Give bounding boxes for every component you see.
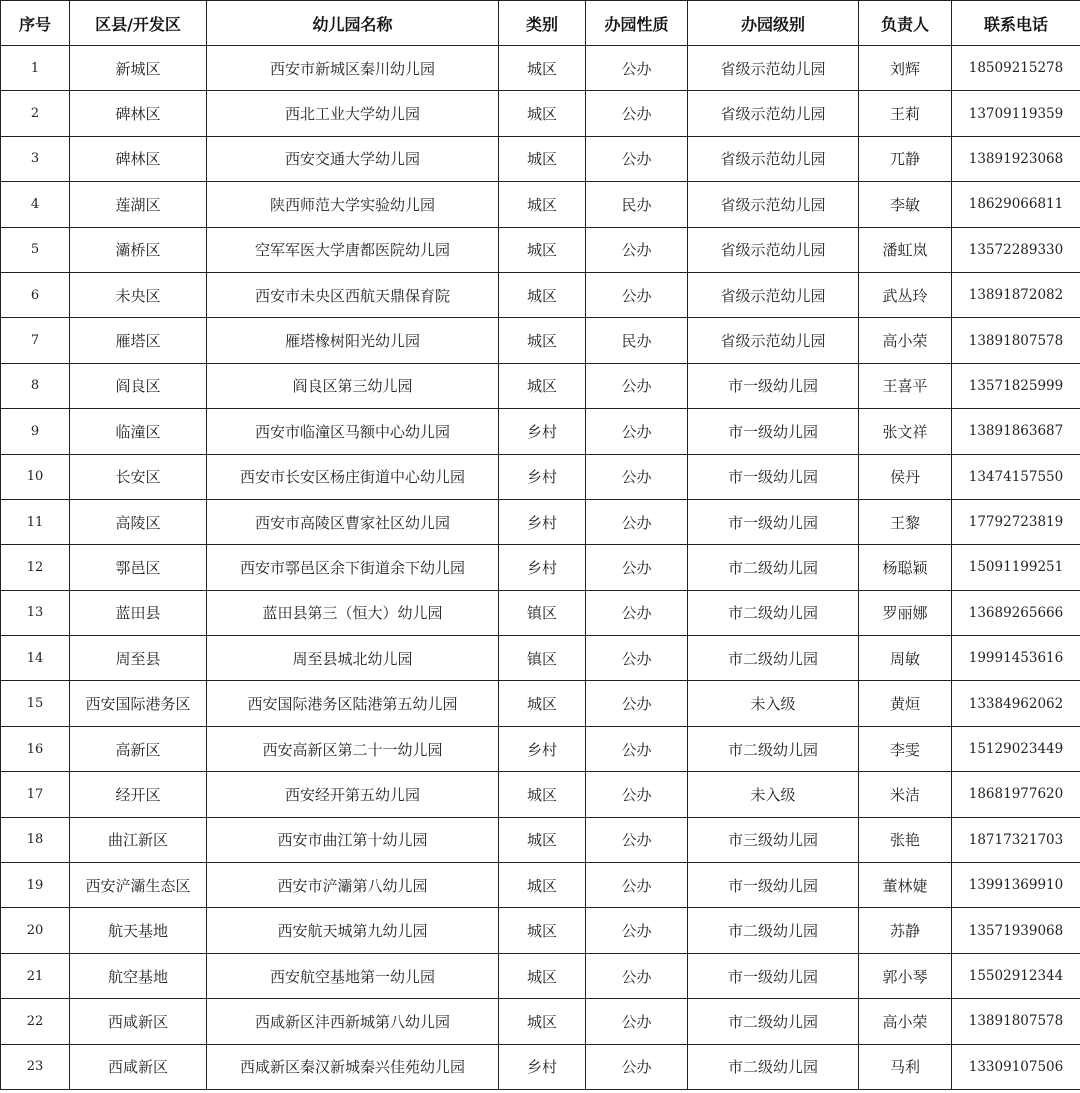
cell-phone: 18629066811: [952, 182, 1080, 227]
table-row: [1, 363, 1080, 408]
cell-principal: 杨聪颖: [859, 545, 952, 590]
cell-index: 22: [1, 999, 70, 1044]
cell-district: 碑林区: [70, 91, 207, 136]
cell-principal: 周敏: [859, 636, 952, 681]
cell-ownership: 公办: [586, 227, 688, 272]
table-row: [1, 908, 1080, 953]
cell-principal: 王黎: [859, 499, 952, 544]
cell-district: 临潼区: [70, 409, 207, 454]
header-ownership: 办园性质: [586, 1, 688, 46]
cell-index: 8: [1, 363, 70, 408]
cell-district: 航空基地: [70, 953, 207, 998]
cell-index: 21: [1, 953, 70, 998]
cell-index: 9: [1, 409, 70, 454]
cell-category: 城区: [499, 953, 586, 998]
cell-district: 灞桥区: [70, 227, 207, 272]
cell-ownership: 公办: [586, 409, 688, 454]
cell-principal: 苏静: [859, 908, 952, 953]
cell-phone: 13571939068: [952, 908, 1080, 953]
cell-kindergarten-name: 西安航天城第九幼儿园: [207, 908, 499, 953]
cell-category: 乡村: [499, 545, 586, 590]
cell-kindergarten-name: 西安市新城区秦川幼儿园: [207, 46, 499, 91]
cell-ownership: 公办: [586, 772, 688, 817]
cell-level: 市二级幼儿园: [688, 908, 859, 953]
cell-kindergarten-name: 西安市鄠邑区余下街道余下幼儿园: [207, 545, 499, 590]
cell-level: 市一级幼儿园: [688, 363, 859, 408]
cell-level: 市二级幼儿园: [688, 590, 859, 635]
cell-principal: 王莉: [859, 91, 952, 136]
table-row: [1, 636, 1080, 681]
cell-index: 16: [1, 726, 70, 771]
cell-principal: 李敏: [859, 182, 952, 227]
table-row: [1, 182, 1080, 227]
cell-index: 7: [1, 318, 70, 363]
cell-phone: 13891807578: [952, 318, 1080, 363]
cell-phone: 15129023449: [952, 726, 1080, 771]
header-category: 类别: [499, 1, 586, 46]
table-row: [1, 863, 1080, 908]
cell-ownership: 公办: [586, 91, 688, 136]
cell-category: 城区: [499, 999, 586, 1044]
cell-district: 蓝田县: [70, 590, 207, 635]
header-district: 区县/开发区: [70, 1, 207, 46]
cell-phone: 13689265666: [952, 590, 1080, 635]
cell-category: 城区: [499, 91, 586, 136]
cell-index: 19: [1, 863, 70, 908]
cell-district: 周至县: [70, 636, 207, 681]
cell-index: 6: [1, 272, 70, 317]
cell-index: 15: [1, 681, 70, 726]
cell-kindergarten-name: 西安市高陵区曹家社区幼儿园: [207, 499, 499, 544]
cell-district: 雁塔区: [70, 318, 207, 363]
cell-kindergarten-name: 蓝田县第三（恒大）幼儿园: [207, 590, 499, 635]
cell-district: 经开区: [70, 772, 207, 817]
cell-district: 鄠邑区: [70, 545, 207, 590]
cell-ownership: 公办: [586, 908, 688, 953]
cell-district: 高新区: [70, 726, 207, 771]
cell-level: 省级示范幼儿园: [688, 136, 859, 181]
cell-ownership: 公办: [586, 817, 688, 862]
cell-index: 13: [1, 590, 70, 635]
cell-category: 城区: [499, 318, 586, 363]
cell-ownership: 公办: [586, 136, 688, 181]
cell-principal: 董林婕: [859, 863, 952, 908]
cell-district: 西安浐灞生态区: [70, 863, 207, 908]
cell-kindergarten-name: 西安市长安区杨庄街道中心幼儿园: [207, 454, 499, 499]
table-row: [1, 681, 1080, 726]
cell-level: 市一级幼儿园: [688, 863, 859, 908]
cell-principal: 王喜平: [859, 363, 952, 408]
cell-index: 5: [1, 227, 70, 272]
cell-level: 市一级幼儿园: [688, 953, 859, 998]
cell-principal: 郭小琴: [859, 953, 952, 998]
table-row: [1, 953, 1080, 998]
cell-phone: 18509215278: [952, 46, 1080, 91]
cell-ownership: 公办: [586, 863, 688, 908]
cell-phone: 15091199251: [952, 545, 1080, 590]
cell-category: 城区: [499, 272, 586, 317]
cell-category: 镇区: [499, 590, 586, 635]
cell-district: 莲湖区: [70, 182, 207, 227]
table-row: [1, 409, 1080, 454]
cell-index: 12: [1, 545, 70, 590]
cell-ownership: 公办: [586, 454, 688, 499]
cell-category: 城区: [499, 863, 586, 908]
cell-phone: 18717321703: [952, 817, 1080, 862]
cell-phone: 13891923068: [952, 136, 1080, 181]
cell-category: 乡村: [499, 499, 586, 544]
cell-index: 18: [1, 817, 70, 862]
cell-index: 17: [1, 772, 70, 817]
cell-principal: 张文祥: [859, 409, 952, 454]
cell-kindergarten-name: 空军军医大学唐都医院幼儿园: [207, 227, 499, 272]
cell-ownership: 公办: [586, 681, 688, 726]
table-row: [1, 772, 1080, 817]
cell-phone: 13891872082: [952, 272, 1080, 317]
cell-level: 未入级: [688, 681, 859, 726]
header-principal: 负责人: [859, 1, 952, 46]
cell-level: 省级示范幼儿园: [688, 272, 859, 317]
cell-district: 航天基地: [70, 908, 207, 953]
cell-category: 乡村: [499, 726, 586, 771]
cell-ownership: 公办: [586, 636, 688, 681]
cell-kindergarten-name: 西安国际港务区陆港第五幼儿园: [207, 681, 499, 726]
cell-phone: 13991369910: [952, 863, 1080, 908]
cell-district: 新城区: [70, 46, 207, 91]
cell-level: 市二级幼儿园: [688, 999, 859, 1044]
cell-category: 城区: [499, 908, 586, 953]
table-row: [1, 46, 1080, 91]
cell-principal: 高小荣: [859, 999, 952, 1044]
cell-phone: 18681977620: [952, 772, 1080, 817]
cell-level: 未入级: [688, 772, 859, 817]
header-level: 办园级别: [688, 1, 859, 46]
cell-principal: 罗丽娜: [859, 590, 952, 635]
cell-level: 省级示范幼儿园: [688, 46, 859, 91]
cell-index: 4: [1, 182, 70, 227]
cell-level: 省级示范幼儿园: [688, 318, 859, 363]
cell-category: 城区: [499, 772, 586, 817]
cell-level: 省级示范幼儿园: [688, 182, 859, 227]
cell-category: 城区: [499, 817, 586, 862]
cell-principal: 侯丹: [859, 454, 952, 499]
cell-kindergarten-name: 西安市未央区西航天鼎保育院: [207, 272, 499, 317]
cell-category: 城区: [499, 363, 586, 408]
cell-ownership: 民办: [586, 182, 688, 227]
cell-principal: 米洁: [859, 772, 952, 817]
cell-index: 2: [1, 91, 70, 136]
cell-level: 市二级幼儿园: [688, 1044, 859, 1089]
cell-district: 曲江新区: [70, 817, 207, 862]
cell-phone: 15502912344: [952, 953, 1080, 998]
cell-phone: 13572289330: [952, 227, 1080, 272]
table-row: [1, 999, 1080, 1044]
cell-phone: 13891863687: [952, 409, 1080, 454]
cell-ownership: 公办: [586, 46, 688, 91]
cell-principal: 刘辉: [859, 46, 952, 91]
cell-category: 乡村: [499, 1044, 586, 1089]
cell-kindergarten-name: 陕西师范大学实验幼儿园: [207, 182, 499, 227]
cell-principal: 黄烜: [859, 681, 952, 726]
table-row: [1, 318, 1080, 363]
cell-level: 市二级幼儿园: [688, 636, 859, 681]
cell-index: 1: [1, 46, 70, 91]
cell-principal: 马利: [859, 1044, 952, 1089]
header-phone: 联系电话: [952, 1, 1080, 46]
cell-ownership: 公办: [586, 545, 688, 590]
cell-level: 省级示范幼儿园: [688, 227, 859, 272]
cell-principal: 高小荣: [859, 318, 952, 363]
cell-principal: 兀静: [859, 136, 952, 181]
cell-ownership: 公办: [586, 499, 688, 544]
cell-category: 镇区: [499, 636, 586, 681]
cell-phone: 19991453616: [952, 636, 1080, 681]
cell-ownership: 公办: [586, 363, 688, 408]
cell-kindergarten-name: 周至县城北幼儿园: [207, 636, 499, 681]
cell-district: 西安国际港务区: [70, 681, 207, 726]
cell-category: 城区: [499, 227, 586, 272]
cell-category: 城区: [499, 46, 586, 91]
cell-level: 市二级幼儿园: [688, 545, 859, 590]
cell-level: 省级示范幼儿园: [688, 91, 859, 136]
cell-index: 3: [1, 136, 70, 181]
table-body: [1, 46, 1080, 1090]
table-row: [1, 545, 1080, 590]
cell-district: 西咸新区: [70, 999, 207, 1044]
table-row: [1, 136, 1080, 181]
table-row: [1, 454, 1080, 499]
cell-phone: 17792723819: [952, 499, 1080, 544]
cell-level: 市一级幼儿园: [688, 454, 859, 499]
cell-kindergarten-name: 西北工业大学幼儿园: [207, 91, 499, 136]
table-row: [1, 499, 1080, 544]
cell-category: 城区: [499, 136, 586, 181]
cell-index: 10: [1, 454, 70, 499]
cell-principal: 李雯: [859, 726, 952, 771]
cell-phone: 13384962062: [952, 681, 1080, 726]
cell-level: 市三级幼儿园: [688, 817, 859, 862]
cell-level: 市一级幼儿园: [688, 409, 859, 454]
table-row: [1, 1044, 1080, 1089]
cell-ownership: 公办: [586, 272, 688, 317]
cell-phone: 13891807578: [952, 999, 1080, 1044]
cell-kindergarten-name: 西安市曲江第十幼儿园: [207, 817, 499, 862]
cell-district: 阎良区: [70, 363, 207, 408]
cell-principal: 武丛玲: [859, 272, 952, 317]
cell-index: 14: [1, 636, 70, 681]
cell-kindergarten-name: 西安市临潼区马额中心幼儿园: [207, 409, 499, 454]
table-row: [1, 91, 1080, 136]
cell-ownership: 公办: [586, 1044, 688, 1089]
cell-district: 高陵区: [70, 499, 207, 544]
table-row: [1, 590, 1080, 635]
table-header-row: [1, 1, 1080, 46]
cell-kindergarten-name: 西咸新区沣西新城第八幼儿园: [207, 999, 499, 1044]
cell-phone: 13709119359: [952, 91, 1080, 136]
cell-kindergarten-name: 雁塔橡树阳光幼儿园: [207, 318, 499, 363]
cell-category: 城区: [499, 182, 586, 227]
cell-kindergarten-name: 西安高新区第二十一幼儿园: [207, 726, 499, 771]
cell-ownership: 公办: [586, 590, 688, 635]
cell-kindergarten-name: 西安市浐灞第八幼儿园: [207, 863, 499, 908]
cell-district: 长安区: [70, 454, 207, 499]
cell-ownership: 公办: [586, 999, 688, 1044]
cell-phone: 13309107506: [952, 1044, 1080, 1089]
cell-principal: 潘虹岚: [859, 227, 952, 272]
cell-index: 20: [1, 908, 70, 953]
cell-kindergarten-name: 西安交通大学幼儿园: [207, 136, 499, 181]
cell-phone: 13474157550: [952, 454, 1080, 499]
cell-level: 市二级幼儿园: [688, 726, 859, 771]
table-row: [1, 272, 1080, 317]
cell-kindergarten-name: 西安经开第五幼儿园: [207, 772, 499, 817]
cell-index: 11: [1, 499, 70, 544]
header-index: 序号: [1, 1, 70, 46]
cell-phone: 13571825999: [952, 363, 1080, 408]
cell-district: 碑林区: [70, 136, 207, 181]
table-row: [1, 726, 1080, 771]
header-kindergarten-name: 幼儿园名称: [207, 1, 499, 46]
cell-category: 乡村: [499, 454, 586, 499]
cell-ownership: 民办: [586, 318, 688, 363]
cell-kindergarten-name: 西咸新区秦汉新城秦兴佳苑幼儿园: [207, 1044, 499, 1089]
cell-level: 市一级幼儿园: [688, 499, 859, 544]
cell-category: 城区: [499, 681, 586, 726]
cell-principal: 张艳: [859, 817, 952, 862]
cell-ownership: 公办: [586, 726, 688, 771]
table-row: [1, 817, 1080, 862]
cell-kindergarten-name: 阎良区第三幼儿园: [207, 363, 499, 408]
cell-category: 乡村: [499, 409, 586, 454]
cell-ownership: 公办: [586, 953, 688, 998]
cell-district: 西咸新区: [70, 1044, 207, 1089]
table-row: [1, 227, 1080, 272]
cell-district: 未央区: [70, 272, 207, 317]
cell-index: 23: [1, 1044, 70, 1089]
cell-kindergarten-name: 西安航空基地第一幼儿园: [207, 953, 499, 998]
